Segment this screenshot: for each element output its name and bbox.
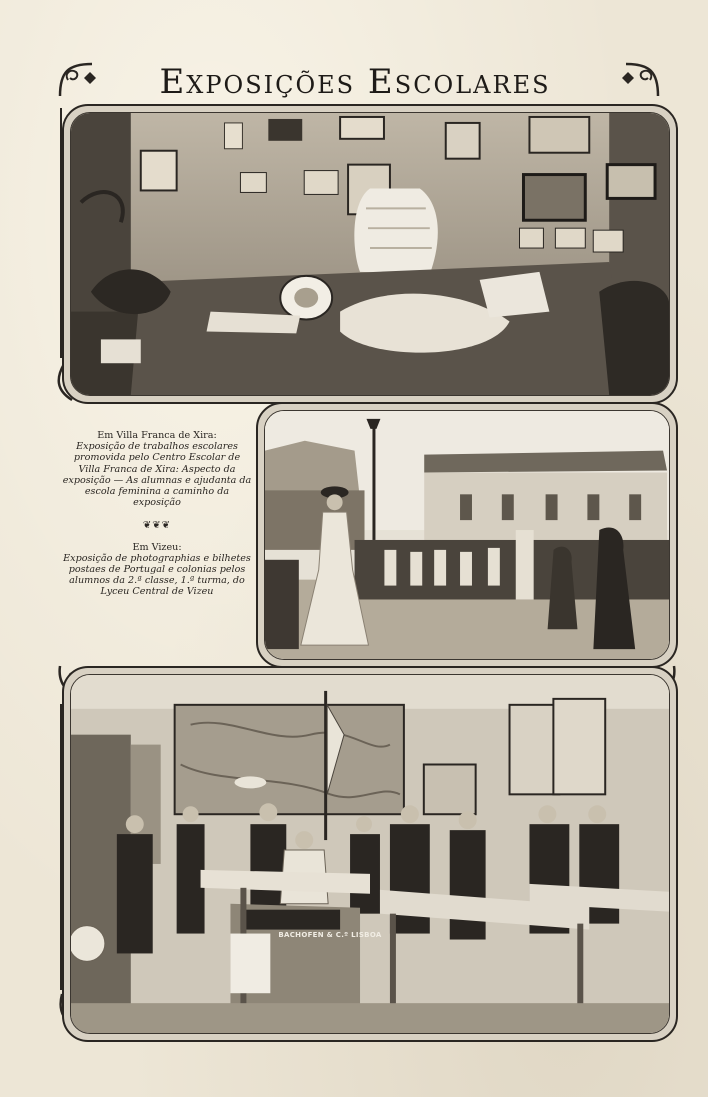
caption-second-description: Exposição de photographias e bilhetes postaes de Portugal e colonias pelos alumnos da 2.ª classe, 1.ª turma, do Lyceu Central de Vizeu: [63, 552, 251, 598]
classroom-exhibition-photo-icon: [71, 675, 669, 1033]
caption-second-place: Em Vizeu:: [132, 541, 182, 553]
bottom-photo-frame: [62, 666, 678, 1042]
ornament-top-left-icon: [54, 58, 98, 102]
stall-sign: BACHOFEN & C.º LISBOA: [278, 931, 382, 939]
ornament-top-right-icon: [620, 58, 664, 102]
caption-block: [62, 430, 252, 598]
top-photo-frame: [62, 104, 678, 404]
middle-photo-frame: [256, 402, 678, 668]
page-title: Exposições Escolares: [159, 62, 551, 102]
caption-first-place: Em Villa Franca de Xira:: [97, 430, 217, 441]
exhibition-room-photo-icon: [71, 113, 669, 395]
street-procession-photo-icon: [265, 411, 669, 659]
caption-first-description: Exposição de trabalhos escolares promovida pelo Centro Escolar de Villa Franca de Xira: Aspecto da exposição — As alumnas e ajudanta da escola feminina a caminho da exposição: [62, 441, 252, 509]
caption-separator: ❦❦❦: [142, 520, 172, 532]
